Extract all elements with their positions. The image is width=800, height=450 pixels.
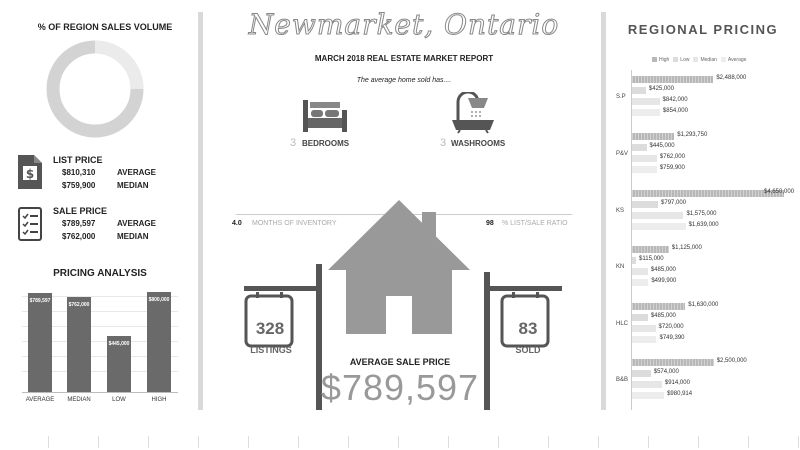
sale-price-median-value: $762,000 [62, 232, 96, 241]
region-bar [632, 314, 648, 321]
region-bar-value: $762,000 [659, 154, 685, 160]
region-bar [632, 190, 784, 197]
report-subtitle: MARCH 2018 REAL ESTATE MARKET REPORT [314, 54, 494, 63]
region-bar [632, 268, 648, 275]
region-bar-value: $980,914 [667, 391, 693, 397]
region-bar-value: $574,000 [653, 369, 679, 375]
bottom-tick [298, 436, 299, 448]
region-bar-value: $485,000 [650, 267, 676, 273]
bottom-tick [148, 436, 149, 448]
bottom-tick [448, 436, 449, 448]
months-inventory-label: MONTHS OF INVENTORY [252, 220, 337, 227]
region-bar [632, 166, 657, 173]
region-bar-value: $842,000 [662, 97, 688, 103]
pricing-category-label: MEDIAN [67, 397, 91, 403]
pricing-category-label: HIGH [151, 397, 167, 403]
list-price-label: LIST PRICE [53, 155, 103, 165]
legend-label: Low [680, 56, 690, 63]
region-bar [632, 336, 656, 343]
bottom-tick [498, 436, 499, 448]
avg-sale-price-value: $789,597 [320, 367, 480, 408]
region-bar-value: $1,125,000 [671, 245, 702, 251]
region-bar-value: $759,900 [659, 165, 685, 171]
washrooms-label: WASHROOMS [451, 139, 506, 148]
pricing-bar-label: $445,000 [108, 341, 130, 348]
region-bar [632, 109, 660, 116]
region-label: B&B [616, 377, 629, 383]
ratio-label: % LIST/SALE RATIO [502, 220, 568, 227]
region-bar-value: $914,000 [664, 380, 690, 386]
region-bar [632, 87, 646, 94]
region-bar-value: $499,900 [651, 278, 677, 284]
pricing-category-label: LOW [112, 397, 126, 403]
region-bar-value: $1,639,000 [688, 222, 719, 228]
tagline: The average home sold has.... [356, 77, 452, 84]
pricing-bar-label: $789,597 [29, 298, 51, 305]
legend-label: Average [727, 56, 747, 63]
ratio-number: 98 [486, 220, 494, 227]
region-label: HLC [616, 321, 629, 327]
sale-price-label: SALE PRICE [53, 206, 108, 216]
bottom-tick [548, 436, 549, 448]
region-bar-value: $1,293,750 [677, 132, 708, 138]
bottom-tick [198, 436, 199, 448]
bottom-tick [648, 436, 649, 448]
sale-price-average-value: $789,597 [62, 219, 96, 228]
pricing-bar-label: $762,000 [68, 301, 90, 308]
months-inventory-number: 4.0 [232, 220, 242, 227]
legend-label: High [659, 56, 670, 63]
region-bar [632, 325, 656, 332]
region-bar [632, 223, 686, 230]
bottom-tick [348, 436, 349, 448]
region-bar [632, 201, 658, 208]
region-label: P&V [616, 151, 629, 157]
bedrooms-label: BEDROOMS [302, 139, 350, 148]
region-bar-value: $115,000 [639, 256, 664, 262]
legend-label: Median [700, 56, 717, 63]
svg-text:$: $ [25, 167, 35, 181]
region-bar-value: $4,650,000 [764, 189, 795, 195]
pricing-analysis-title: PRICING ANALYSIS [53, 268, 147, 279]
region-bar-value: $1,575,000 [686, 211, 717, 217]
region-bar-value: $485,000 [650, 313, 676, 319]
region-bar [632, 144, 647, 151]
list-price-average-value: $810,310 [62, 168, 96, 177]
region-bar [632, 303, 685, 310]
bottom-tick [248, 436, 249, 448]
region-bar [632, 359, 714, 366]
sale-price-average-label: AVERAGE [117, 219, 156, 228]
region-bar-value: $854,000 [662, 108, 688, 114]
region-bar [632, 246, 669, 253]
region-bar-value: $797,000 [661, 200, 687, 206]
region-bar [632, 155, 657, 162]
region-bar [632, 76, 713, 83]
listings-label: LISTINGS [250, 345, 292, 355]
region-label: KN [616, 264, 625, 270]
bottom-tick [48, 436, 49, 448]
bottom-tick [98, 436, 99, 448]
region-bar-value: $720,000 [658, 324, 684, 330]
region-bar [632, 212, 683, 219]
listings-number: 328 [255, 319, 285, 338]
list-price-average-label: AVERAGE [117, 168, 156, 177]
region-bar [632, 381, 662, 388]
bedrooms-number: 3 [290, 137, 297, 149]
region-bar [632, 133, 674, 140]
pricing-bar-label: $800,000 [148, 297, 170, 303]
region-bar-value: $425,000 [648, 86, 674, 92]
region-bar [632, 392, 664, 399]
region-bar-value: $2,500,000 [716, 358, 747, 364]
region-bar-value: $2,488,000 [716, 75, 747, 81]
region-bar-value: $1,630,000 [688, 302, 719, 308]
page-title: Newmarket, Ontario [248, 8, 560, 41]
bottom-tick [748, 436, 749, 448]
donut-title: % OF REGION SALES VOLUME [37, 22, 173, 32]
region-bar-value: $749,390 [659, 335, 685, 341]
region-label: S.P [616, 94, 626, 100]
washrooms-number: 3 [440, 137, 447, 149]
region-bar [632, 98, 660, 105]
sale-price-median-label: MEDIAN [117, 232, 149, 241]
region-bar [632, 279, 648, 286]
bottom-tick [398, 436, 399, 448]
bottom-tick [798, 436, 799, 448]
bottom-tick [698, 436, 699, 448]
list-price-median-label: MEDIAN [117, 181, 149, 190]
region-bar [632, 370, 651, 377]
region-label: KS [616, 208, 625, 214]
sold-number: 83 [518, 319, 538, 338]
avg-sale-price-label: AVERAGE SALE PRICE [349, 357, 451, 367]
pricing-category-label: AVERAGE [25, 397, 55, 403]
bottom-tick [598, 436, 599, 448]
region-bar [632, 257, 636, 264]
region-bar-value: $445,000 [649, 143, 675, 149]
regional-pricing-title: REGIONAL PRICING [627, 22, 779, 37]
sold-label: SOLD [515, 345, 541, 355]
list-price-median-value: $759,900 [62, 181, 96, 190]
